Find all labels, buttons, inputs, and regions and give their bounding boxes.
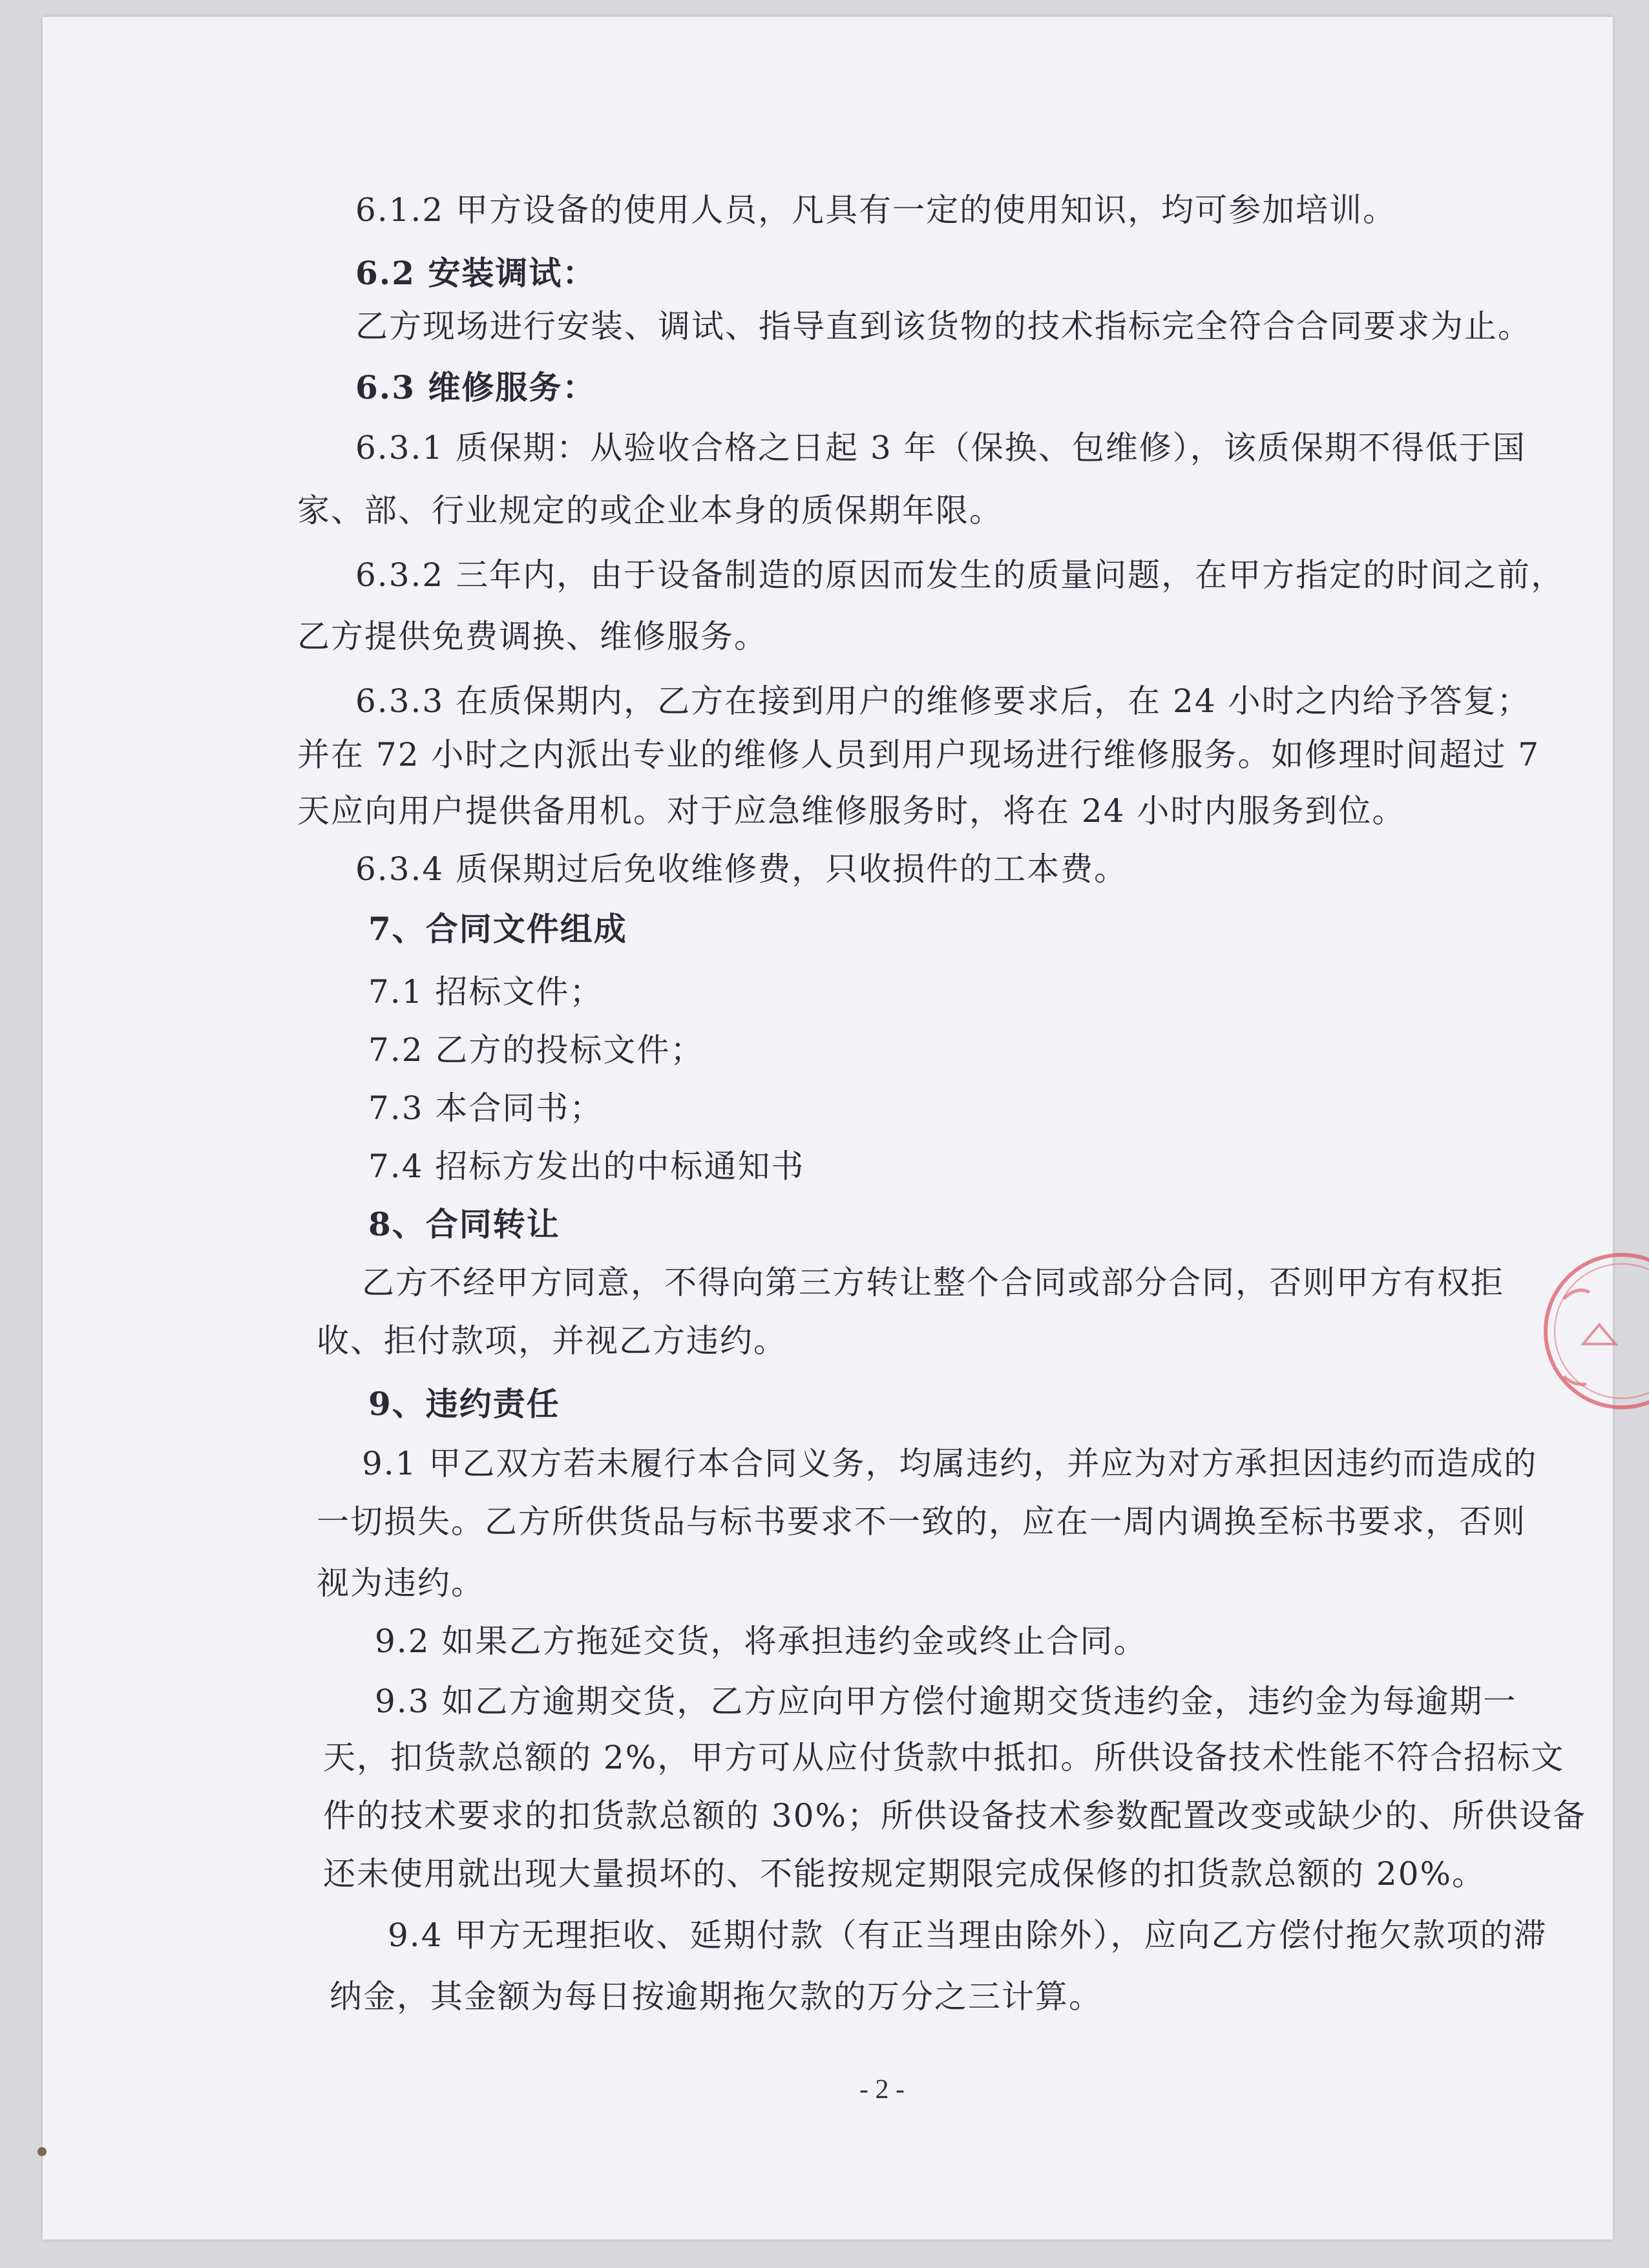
para-9-4-line1: 9.4 甲方无理拒收、延期付款（有正当理由除外），应向乙方偿付拖欠款项的滞	[388, 1916, 1548, 1954]
heading-6-3: 6.3 维修服务：	[355, 368, 596, 406]
para-9-1-line3: 视为违约。	[317, 1564, 485, 1602]
para-6-3-3-line3: 天应向用户提供备用机。对于应急维修服务时，将在 24 小时内服务到位。	[297, 792, 1406, 830]
para-6-3-4: 6.3.4 质保期过后免收维修费，只收损件的工本费。	[355, 850, 1128, 888]
item-7-3: 7.3 本合同书；	[368, 1089, 604, 1127]
item-7-1: 7.1 招标文件；	[368, 973, 604, 1011]
para-6-3-2-line2: 乙方提供免费调换、维修服务。	[297, 618, 768, 655]
para-9-3-line1: 9.3 如乙方逾期交货，乙方应向甲方偿付逾期交货违约金，违约金为每逾期一	[375, 1683, 1517, 1720]
para-6-3-1-line1: 6.3.1 质保期：从验收合格之日起 3 年（保换、包维修），该质保期不得低于国	[355, 429, 1526, 467]
para-8-line2: 收、拒付款项，并视乙方违约。	[317, 1322, 787, 1360]
para-9-1-line2: 一切损失。乙方所供货品与标书要求不一致的，应在一周内调换至标书要求，否则	[317, 1503, 1526, 1540]
item-7-4: 7.4 招标方发出的中标通知书	[368, 1148, 805, 1185]
heading-9: 9、违约责任	[368, 1385, 560, 1423]
heading-7: 7、合同文件组成	[368, 910, 627, 948]
para-9-1-line1: 9.1 甲乙双方若未履行本合同义务，均属违约，并应为对方承担因违约而造成的	[362, 1445, 1538, 1482]
item-7-2: 7.2 乙方的投标文件；	[368, 1031, 704, 1069]
page-number: - 2 -	[859, 2075, 905, 2105]
para-6-2-body: 乙方现场进行安装、调试、指导直到该货物的技术指标完全符合合同要求为止。	[355, 308, 1531, 345]
para-9-3-line3: 件的技术要求的扣货款总额的 30%；所供设备技术参数配置改变或缺少的、所供设备	[323, 1797, 1587, 1834]
para-6-3-3-line1: 6.3.3 在质保期内，乙方在接到用户的维修要求后，在 24 小时之内给予答复；	[355, 682, 1531, 720]
para-9-3-line2: 天，扣货款总额的 2%，甲方可从应付货款中抵扣。所供设备技术性能不符合招标文	[323, 1739, 1565, 1776]
paper-speck-icon	[36, 2145, 48, 2158]
para-6-1-2: 6.1.2 甲方设备的使用人员，凡具有一定的使用知识，均可参加培训。	[355, 191, 1397, 229]
seal-stamp-icon	[1538, 1247, 1649, 1415]
para-6-3-1-line2: 家、部、行业规定的或企业本身的质保期年限。	[297, 492, 1003, 529]
para-9-3-line4: 还未使用就出现大量损坏的、不能按规定期限完成保修的扣货款总额的 20%。	[323, 1855, 1486, 1893]
document-page	[43, 17, 1613, 2240]
para-6-3-3-line2: 并在 72 小时之内派出专业的维修人员到用户现场进行维修服务。如修理时间超过 7	[297, 736, 1540, 773]
heading-6-2: 6.2 安装调试：	[355, 254, 596, 292]
para-9-2: 9.2 如果乙方拖延交货，将承担违约金或终止合同。	[375, 1622, 1148, 1660]
para-9-4-line2: 纳金，其金额为每日按逾期拖欠款的万分之三计算。	[330, 1978, 1102, 2015]
para-6-3-2-line1: 6.3.2 三年内，由于设备制造的原因而发生的质量问题，在甲方指定的时间之前，	[355, 556, 1565, 594]
para-8-line1: 乙方不经甲方同意，不得向第三方转让整个合同或部分合同，否则甲方有权拒	[362, 1264, 1504, 1301]
heading-8: 8、合同转让	[368, 1205, 560, 1243]
